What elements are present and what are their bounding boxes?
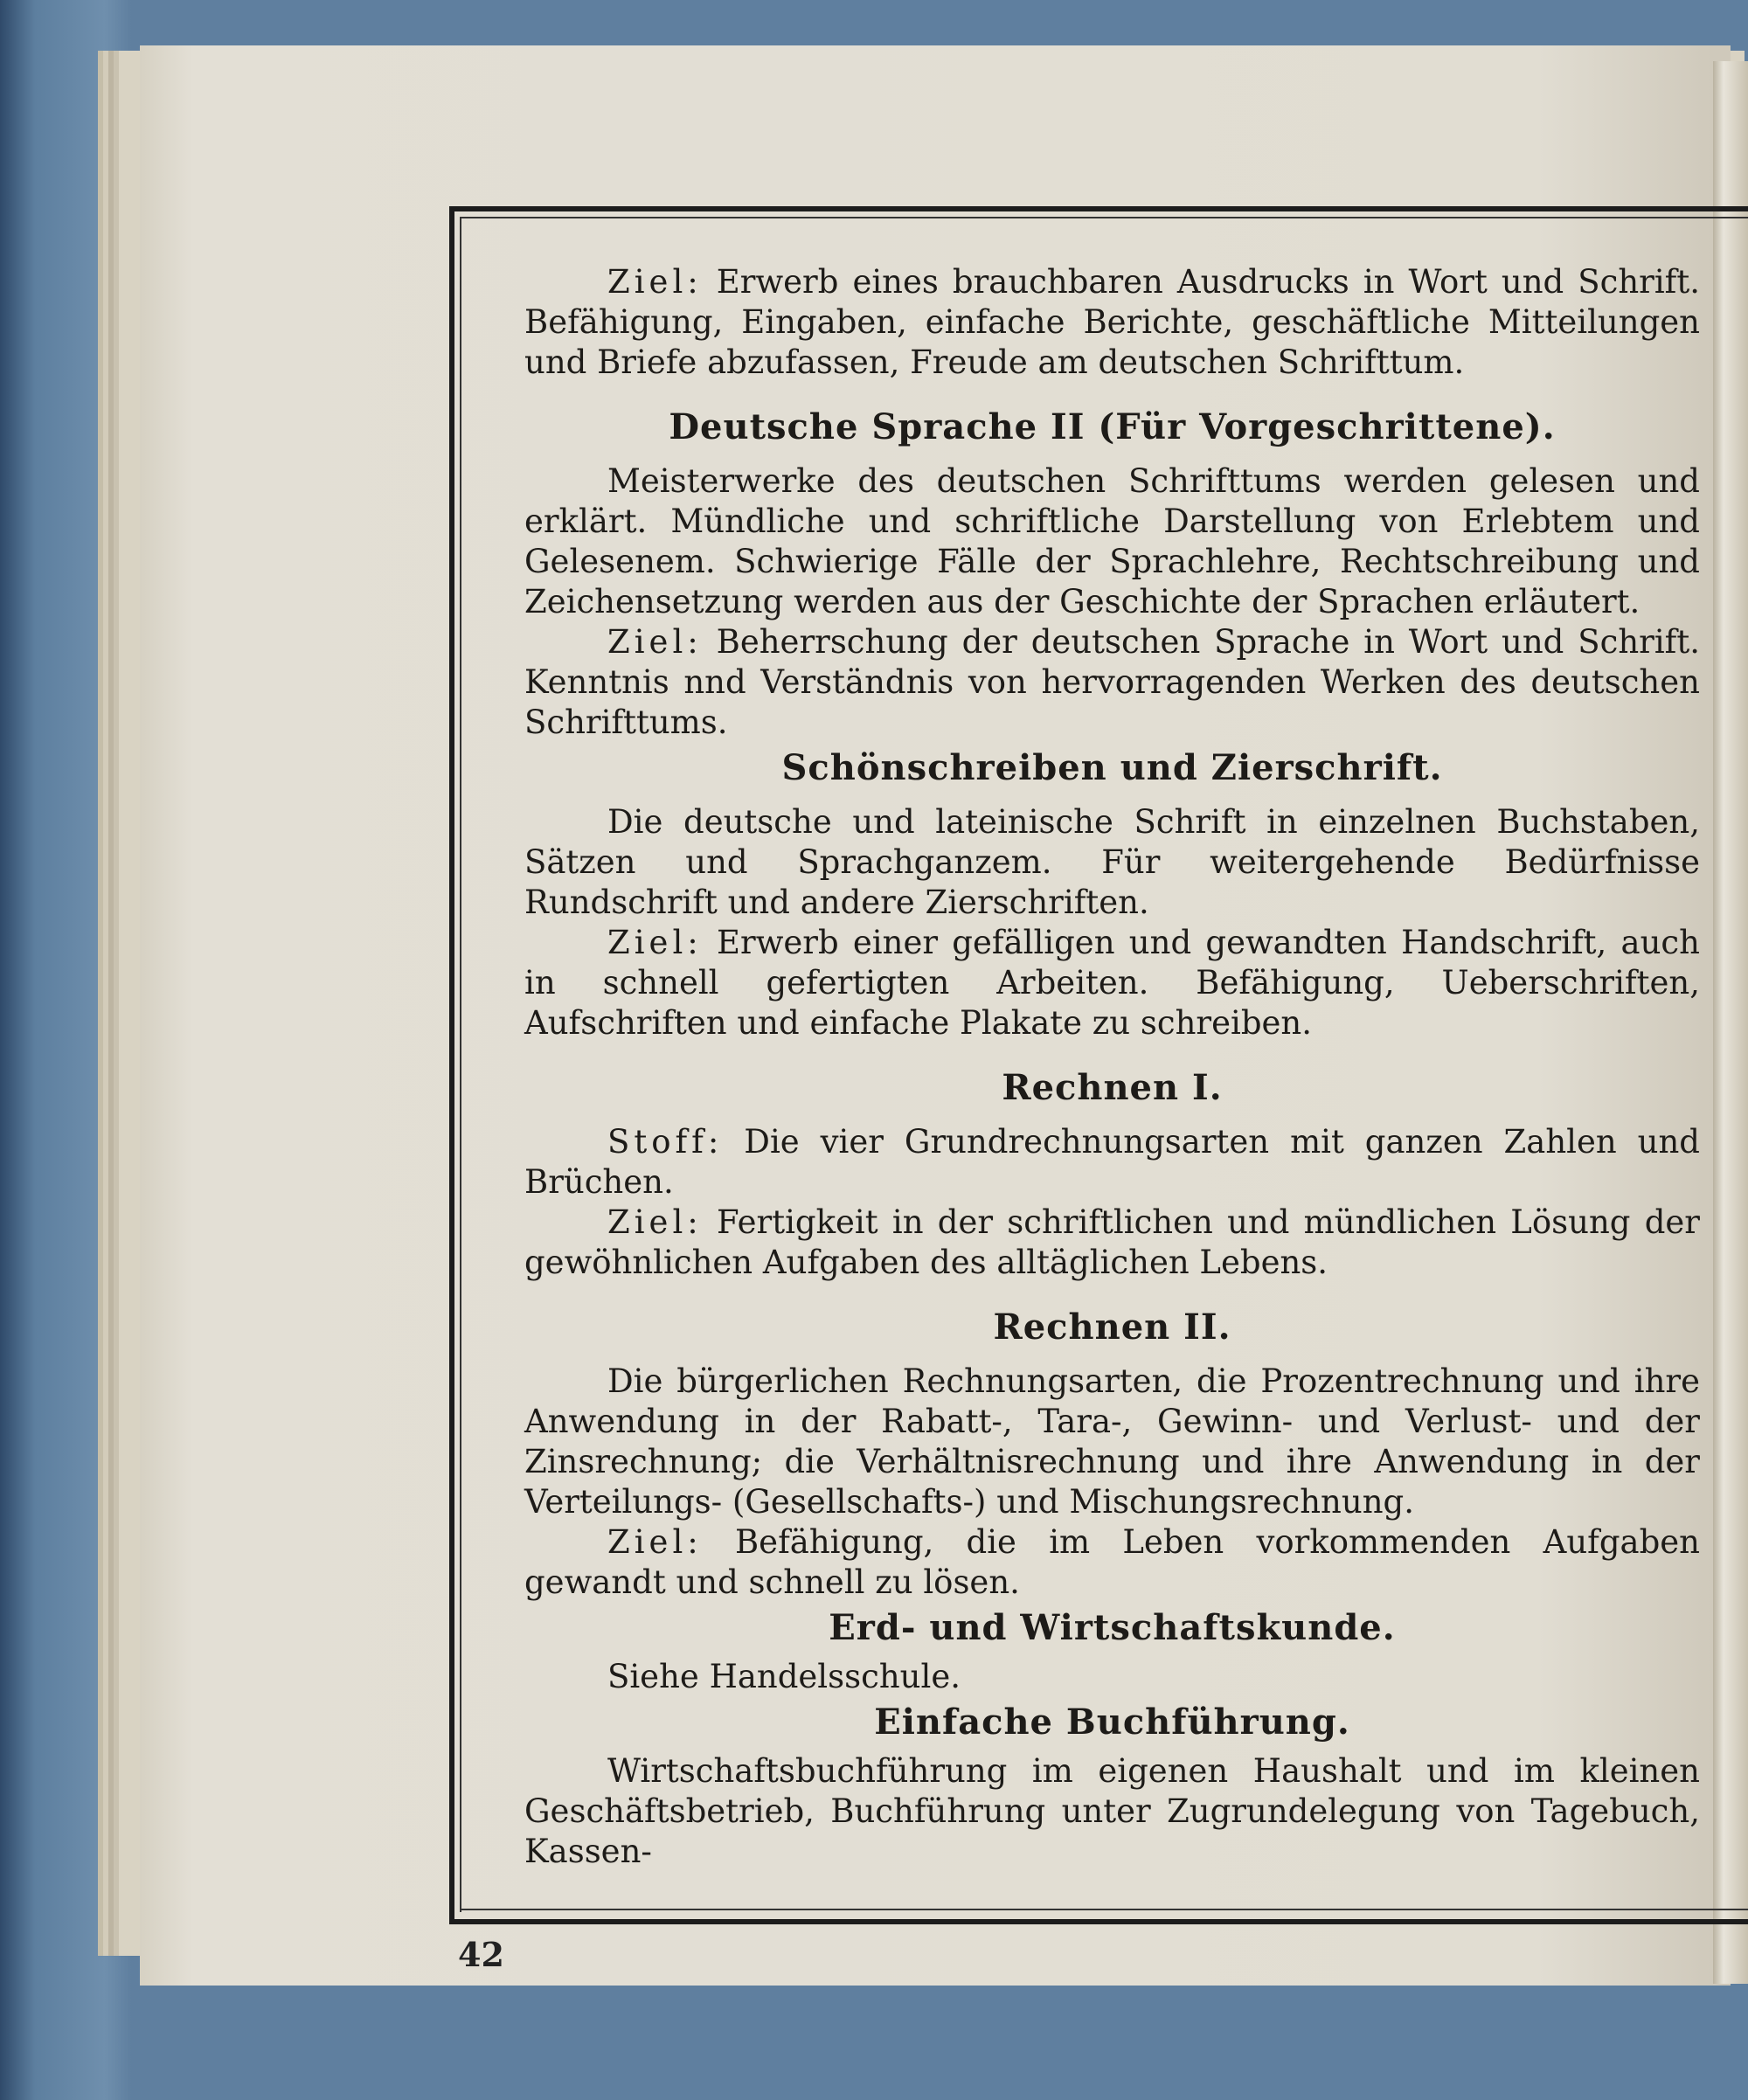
paragraph-wirtschaftsbuchfuehrung: Wirtschaftsbuchführung im eigenen Haushalt und im kleinen Geschäftsbetrieb, Buchführung unter Zugrundelegung von Tagebuch, Kassen- (524, 1752, 1700, 1870)
paragraph-lead: Ziel: (607, 623, 703, 661)
paragraph-siehe-handelsschule: Siehe Handelsschule. (607, 1658, 961, 1695)
paragraph-ziel-4 (524, 1202, 1700, 1283)
paragraph-lead: Ziel: (607, 263, 703, 301)
paragraph-text: Erwerb einer gefälligen und gewandten Handschrift, auch in schnell gefertigten Arbeiten. Befähigung, Ueberschriften, Aufschriften und einfache Plakate zu schreiben. (524, 924, 1700, 1042)
paragraph-ziel-2 (524, 622, 1700, 743)
paragraph-stoff (524, 1122, 1700, 1202)
paragraph-ziel-1 (524, 262, 1700, 383)
paragraph-schrift: Die deutsche und lateinische Schrift in einzelnen Buchstaben, Sätzen und Sprachganzem. Für weitergehende Bedürfnisse Rundschrift und andere Zierschriften. (524, 803, 1700, 921)
section-heading-buchfuehrung: Einfache Buchführung. (874, 1701, 1350, 1743)
paragraph-text: Fertigkeit in der schriftlichen und mündlichen Lösung der gewöhnlichen Aufgaben des alltäglichen Lebens. (524, 1203, 1700, 1281)
paragraph-lead: Ziel: (607, 1203, 703, 1241)
text-frame-bottom (449, 1919, 1748, 1924)
paragraph-text: Beherrschung der deutschen Sprache in Wort und Schrift. Kenntnis nnd Verständnis von hervorragenden Werken des deutschen Schrifttums. (524, 623, 1700, 741)
paragraph-lead: Ziel: (607, 924, 703, 961)
section-heading-rechnen-2: Rechnen II. (993, 1306, 1231, 1348)
paragraph-buergerliche-rechnungsarten: Die bürgerlichen Rechnungsarten, die Prozentrechnung und ihre Anwendung in der Rabatt-, Tara-, Gewinn- und Verlust- und der Zinsrechnung; die Verhältnisrechnung und ihre Anwendung in der Verteilungs- (Gesellschafts-) und Mischungsrechnung. (524, 1362, 1700, 1521)
section-heading-deutsche-sprache-2: Deutsche Sprache II (Für Vorgeschrittene). (669, 406, 1556, 447)
paragraph-text: Befähigung, die im Leben vorkommenden Aufgaben gewandt und schnell zu lösen. (524, 1523, 1700, 1601)
paragraph-text: Die vier Grundrechnungsarten mit ganzen Zahlen und Brüchen. (524, 1123, 1700, 1201)
page-number: 42 (458, 1935, 504, 1974)
paragraph-text: Erwerb eines brauchbaren Ausdrucks in Wort und Schrift. Befähigung, Eingaben, einfache Berichte, geschäftliche Mitteilungen und Briefe abzufassen, Freude am deutschen Schrifttum. (524, 263, 1700, 381)
section-heading-erdkunde: Erd- und Wirtschaftskunde. (829, 1607, 1396, 1648)
paragraph-ziel-5 (524, 1522, 1700, 1603)
paragraph-meisterwerke: Meisterwerke des deutschen Schrifttums werden gelesen und erklärt. Mündliche und schriftliche Darstellung von Erlebtem und Gelesenem. Schwierige Fälle der Sprachlehre, Rechtschreibung und Zeichensetzung werden aus der Geschichte der Sprachen erläutert. (524, 462, 1700, 620)
text-frame-bottom-inner (460, 1909, 1748, 1910)
section-heading-schoenschreiben: Schönschreiben und Zierschrift. (781, 747, 1443, 788)
paragraph-ziel-3 (524, 923, 1700, 1043)
page-content (524, 262, 1700, 1872)
paragraph-lead: Ziel: (607, 1523, 703, 1561)
paragraph-lead: Stoff: (607, 1123, 724, 1161)
section-heading-rechnen-1: Rechnen I. (1002, 1067, 1223, 1108)
